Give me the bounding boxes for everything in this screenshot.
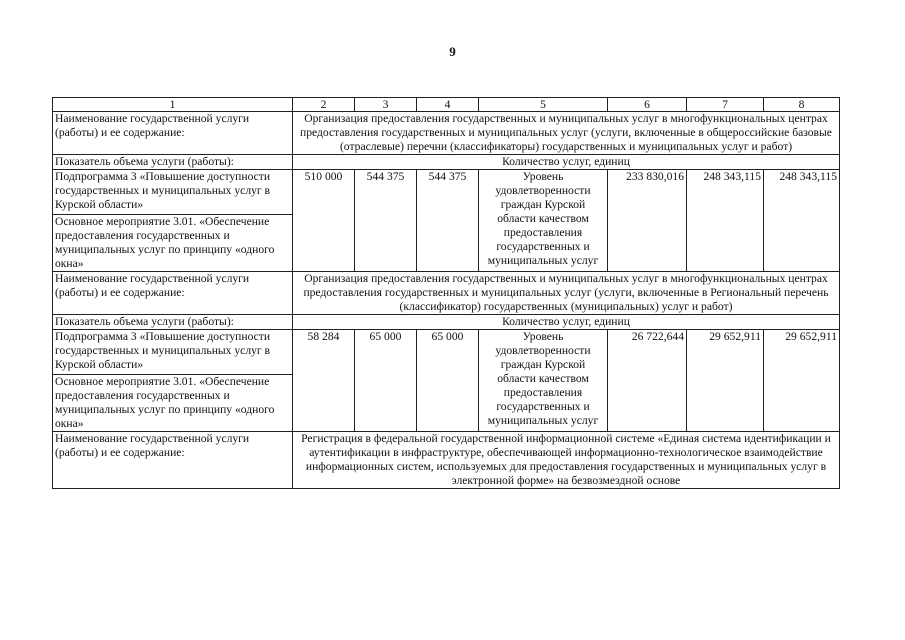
- satisfaction-level: Уровень удовлетворенности граждан Курской области качеством предоставления государственных и муниципальных услуг: [479, 330, 608, 432]
- indicator-label: Показатель объема услуги (работы):: [53, 155, 293, 170]
- service-name-row: [53, 272, 840, 315]
- value-col-8: 29 652,911: [764, 330, 840, 432]
- header-cell-6: 6: [608, 98, 687, 112]
- header-row: [53, 98, 840, 112]
- value-col-7: 29 652,911: [687, 330, 764, 432]
- service-name-row: [53, 432, 840, 489]
- header-cell-3: 3: [355, 98, 417, 112]
- services-table: [52, 97, 840, 489]
- header-cell-7: 7: [687, 98, 764, 112]
- value-col-2: 510 000: [293, 170, 355, 272]
- service-description: Организация предоставления государственных и муниципальных услуг в многофункциональных центрах предоставления государственных и муниципальных услуг (услуги, включенные в Региональный перечень (классификатор) государственных (муниципальных) услуг и работ): [293, 272, 840, 315]
- header-cell-5: 5: [479, 98, 608, 112]
- header-cell-2: 2: [293, 98, 355, 112]
- indicator-row: [53, 315, 840, 330]
- indicator-value: Количество услуг, единиц: [293, 315, 840, 330]
- service-name-label: Наименование государственной услуги (работы) и ее содержание:: [53, 112, 293, 155]
- measure-name: Основное мероприятие 3.01. «Обеспечение предоставления государственных и муниципальных услуг по принципу «одного окна»: [53, 374, 292, 431]
- value-col-3: 65 000: [355, 330, 417, 432]
- program-name: Подпрограмма 3 «Повышение доступности государственных и муниципальных услуг в Курской области»: [55, 170, 271, 211]
- service-description: Организация предоставления государственных и муниципальных услуг в многофункциональных центрах предоставления государственных и муниципальных услуг (услуги, включенные в общероссийские базовые (отраслевые) перечни (классификаторы) государственных и муниципальных услуг и работ): [293, 112, 840, 155]
- value-col-6: 233 830,016: [608, 170, 687, 272]
- value-col-4: 544 375: [417, 170, 479, 272]
- measure-name: Основное мероприятие 3.01. «Обеспечение предоставления государственных и муниципальных услуг по принципу «одного окна»: [53, 214, 292, 271]
- program-row: [53, 330, 840, 432]
- value-col-7: 248 343,115: [687, 170, 764, 272]
- header-cell-4: 4: [417, 98, 479, 112]
- service-description: Регистрация в федеральной государственной информационной системе «Единая система идентификации и аутентификации в инфраструктуре, обеспечивающей информационно-технологическое взаимодействие информационных систем, используемых для предоставления государственных и муниципальных услуг в электронной форме» на безвозмездной основе: [293, 432, 840, 489]
- program-name: Подпрограмма 3 «Повышение доступности государственных и муниципальных услуг в Курской области»: [55, 330, 271, 371]
- indicator-label: Показатель объема услуги (работы):: [53, 315, 293, 330]
- indicator-row: [53, 155, 840, 170]
- service-name-label: Наименование государственной услуги (работы) и ее содержание:: [53, 432, 293, 489]
- header-cell-8: 8: [764, 98, 840, 112]
- service-name-label: Наименование государственной услуги (работы) и ее содержание:: [53, 272, 293, 315]
- satisfaction-level: Уровень удовлетворенности граждан Курской области качеством предоставления государственных и муниципальных услуг: [479, 170, 608, 272]
- value-col-8: 248 343,115: [764, 170, 840, 272]
- program-cell: [53, 330, 293, 432]
- page-number: 9: [449, 44, 456, 59]
- value-col-6: 26 722,644: [608, 330, 687, 432]
- value-col-2: 58 284: [293, 330, 355, 432]
- program-row: [53, 170, 840, 272]
- value-col-4: 65 000: [417, 330, 479, 432]
- indicator-value: Количество услуг, единиц: [293, 155, 840, 170]
- header-cell-1: 1: [53, 98, 293, 112]
- value-col-3: 544 375: [355, 170, 417, 272]
- program-cell: [53, 170, 293, 272]
- service-name-row: [53, 112, 840, 155]
